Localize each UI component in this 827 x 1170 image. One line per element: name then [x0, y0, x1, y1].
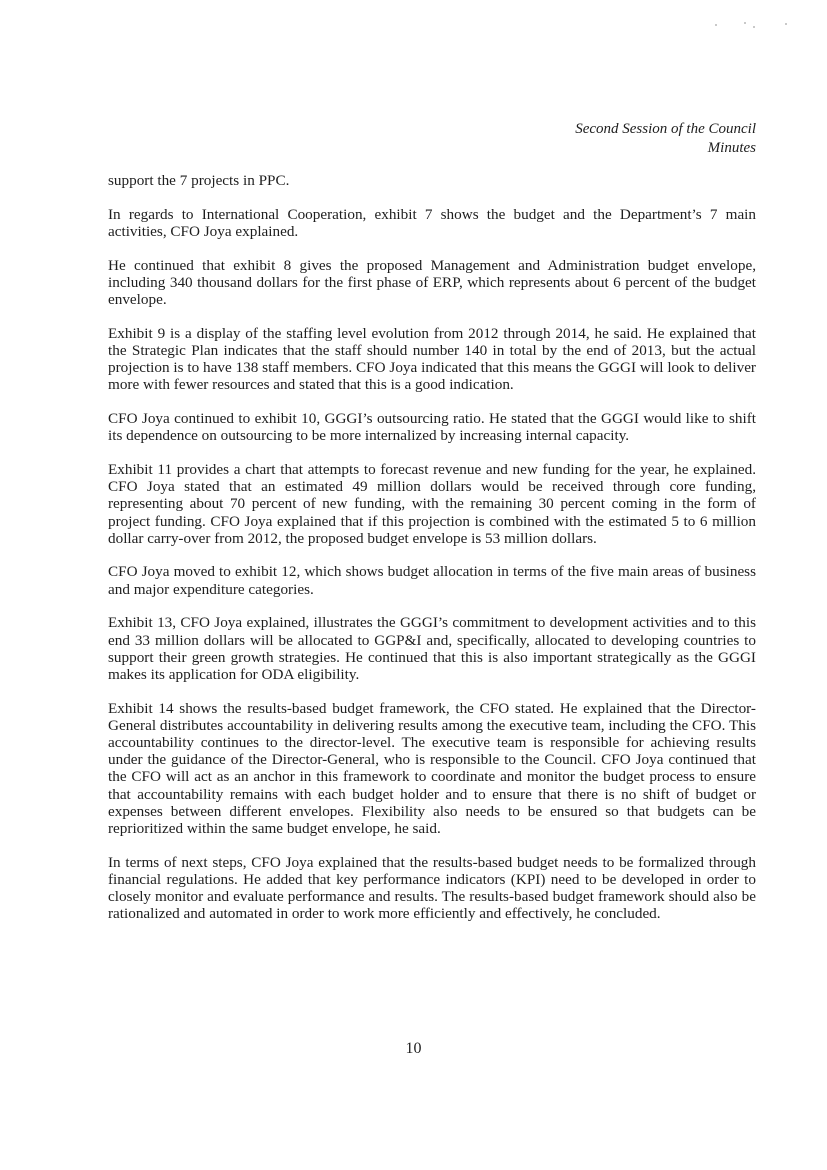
paragraph: He continued that exhibit 8 gives the proposed Management and Administration budget envelope, including 340 thousand dollars for the first phase of ERP, which represents about 6 percent of the budget envelope.: [108, 256, 756, 309]
paragraph: Exhibit 14 shows the results-based budget framework, the CFO stated. He explained that the Director-General distributes accountability in delivering results among the executive team, including the CFO. This accountability continues to the director-level. The executive team is responsible for achieving results under the guidance of the Director-General, who is responsible to the Council. CFO Joya continued that the CFO will act as an anchor in this framework to coordinate and monitor the budget process to ensure that accountability remains with each budget holder and to ensure that there is no shift of budget or expenses between different envelopes. Flexibility also needs to be ensured so that budgets can be reprioritized within the same budget envelope, he said.: [108, 699, 756, 838]
header-document-type: Minutes: [707, 140, 756, 156]
scan-speck: [715, 24, 717, 26]
paragraph: CFO Joya continued to exhibit 10, GGGI’s outsourcing ratio. He stated that the GGGI would like to shift its dependence on outsourcing to be more internalized by increasing internal capacity.: [108, 410, 756, 445]
scan-speck: [753, 26, 755, 28]
paragraph: In regards to International Cooperation, exhibit 7 shows the budget and the Department’s 7 main activities, CFO Joya explained.: [108, 205, 756, 240]
header-session-title: Second Session of the Council: [575, 121, 756, 137]
paragraph: CFO Joya moved to exhibit 12, which shows budget allocation in terms of the five main areas of business and major expenditure categories.: [108, 563, 756, 598]
page-body: [108, 172, 756, 939]
scan-specks: [707, 18, 807, 38]
scan-speck: [785, 23, 787, 25]
paragraph: Exhibit 13, CFO Joya explained, illustrates the GGGI’s commitment to development activities and to this end 33 million dollars will be allocated to GGP&I and, specifically, allocated to developing countries to support their green growth strategies. He continued that this is also important strategically as the GGGI makes its application for ODA eligibility.: [108, 614, 756, 683]
paragraph: Exhibit 11 provides a chart that attempts to forecast revenue and new funding for the year, he explained. CFO Joya stated that an estimated 49 million dollars would be received through core funding, representing about 70 percent of new funding, with the remaining 30 percent coming in the form of project funding. CFO Joya explained that if this projection is combined with the estimated 5 to 6 million dollar carry-over from 2012, the proposed budget envelope is 53 million dollars.: [108, 460, 756, 547]
paragraph: support the 7 projects in PPC.: [108, 172, 290, 189]
paragraph: Exhibit 9 is a display of the staffing level evolution from 2012 through 2014, he said. He explained that the Strategic Plan indicates that the staff should number 140 in total by the end of 2013, but the actual projection is to have 138 staff members. CFO Joya indicated that this means the GGGI will look to deliver more with fewer resources and stated that this is a good indication.: [108, 324, 756, 394]
page-number: 10: [405, 1040, 422, 1057]
running-header: [575, 120, 756, 158]
scan-speck: [744, 22, 746, 24]
paragraph: In terms of next steps, CFO Joya explained that the results-based budget needs to be formalized through financial regulations. He added that key performance indicators (KPI) need to be developed in order to closely monitor and evaluate performance and results. The results-based budget framework should also be rationalized and automated in order to work more efficiently and effectively, he concluded.: [108, 853, 756, 923]
